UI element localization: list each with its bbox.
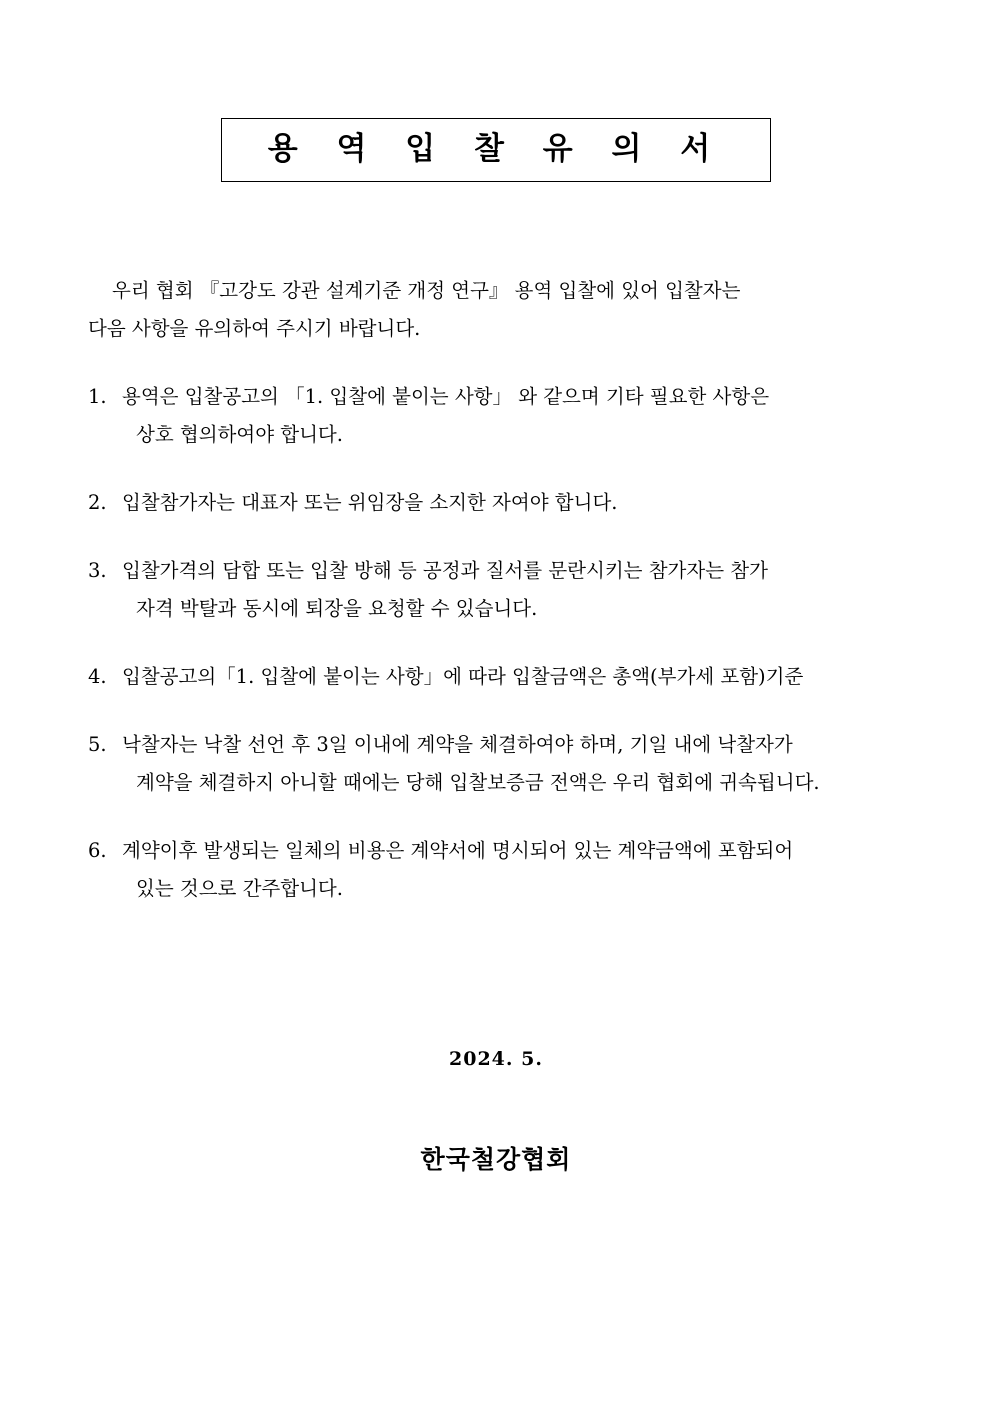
- clause-number: 3.: [88, 559, 107, 583]
- title-container: [0, 118, 992, 182]
- clause-line-1: 입찰참가자는 대표자 또는 위임장을 소지한 자여야 합니다.: [122, 491, 618, 515]
- title-box: [221, 118, 771, 182]
- clause-list: [88, 378, 918, 908]
- clause-line-2: 상호 협의하여야 합니다.: [136, 423, 343, 447]
- clause-line-1: 용역은 입찰공고의 「1. 입찰에 붙이는 사항」 와 같으며 기타 필요한 사항은: [122, 385, 770, 409]
- list-item: [88, 726, 918, 802]
- clause-line-1: 낙찰자는 낙찰 선언 후 3일 이내에 계약을 체결하여야 하며, 기일 내에 낙찰자가: [122, 733, 793, 757]
- list-item: [88, 658, 918, 696]
- clause-line-1: 입찰공고의「1. 입찰에 붙이는 사항」에 따라 입찰금액은 총액(부가세 포함)기준: [122, 665, 804, 689]
- document-date: 2024. 5.: [449, 1048, 543, 1070]
- list-item: [88, 832, 918, 908]
- intro-line-2: 다음 사항을 유의하여 주시기 바랍니다.: [88, 317, 421, 341]
- clause-line-1: 입찰가격의 담합 또는 입찰 방해 등 공정과 질서를 문란시키는 참가자는 참가: [122, 559, 768, 583]
- clause-number: 1.: [88, 385, 107, 409]
- list-item: [88, 378, 918, 454]
- clause-line-2: 있는 것으로 간주합니다.: [136, 877, 343, 901]
- page-title: 용 역 입 찰 유 의 서: [267, 131, 725, 167]
- clause-number: 6.: [88, 839, 107, 863]
- clause-line-2: 계약을 체결하지 아니할 때에는 당해 입찰보증금 전액은 우리 협회에 귀속됩니다.: [136, 771, 820, 795]
- intro-line-1: 우리 협회 『고강도 강관 설계기준 개정 연구』 용역 입찰에 있어 입찰자는: [112, 279, 741, 302]
- clause-number: 5.: [88, 733, 107, 757]
- organization-name: 한국철강협회: [420, 1145, 572, 1174]
- intro-paragraph: [88, 272, 918, 348]
- document-body: [88, 272, 918, 938]
- clause-line-1: 계약이후 발생되는 일체의 비용은 계약서에 명시되어 있는 계약금액에 포함되어: [122, 839, 794, 863]
- list-item: [88, 484, 918, 522]
- list-item: [88, 552, 918, 628]
- clause-line-2: 자격 박탈과 동시에 퇴장을 요청할 수 있습니다.: [136, 597, 538, 621]
- clause-number: 2.: [88, 491, 107, 515]
- clause-number: 4.: [88, 665, 107, 689]
